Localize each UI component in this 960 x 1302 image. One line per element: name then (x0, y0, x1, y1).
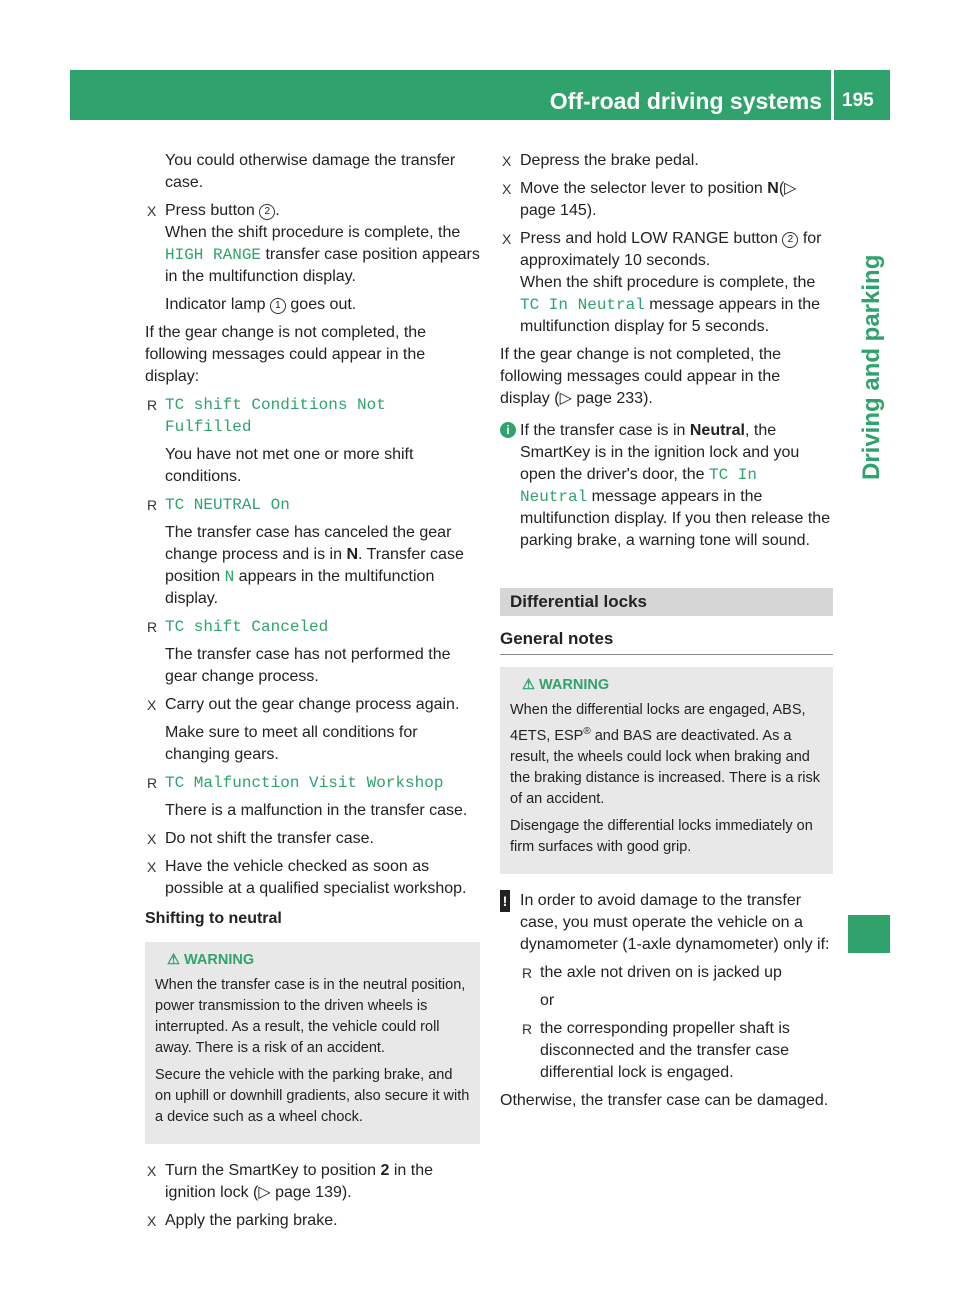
step-text: Make sure to meet all conditions for changing gears. (165, 724, 418, 763)
warning-text-part: When the differential locks are engaged, ABS, 4ETS, ESP (510, 702, 806, 744)
step-arrow-icon: X (502, 181, 512, 197)
button-2-icon: 2 (782, 232, 798, 248)
step-text: Indicator lamp (165, 296, 266, 313)
step-item (500, 178, 833, 222)
step-text: Do not shift the transfer case. (165, 830, 374, 847)
display-message: TC NEUTRAL On (165, 496, 290, 514)
step-arrow-icon: X (147, 859, 157, 875)
message-description: The transfer case has not performed the gear change process. (165, 646, 451, 685)
bullet-icon: R (147, 497, 158, 513)
step-text: When the shift procedure is complete, the (165, 224, 461, 241)
caution-note (500, 890, 833, 956)
display-message: TC shift Canceled (165, 618, 329, 636)
page-header (70, 70, 890, 120)
paragraph: If the gear change is not completed, the following messages could appear in the display (▷ page 233). (500, 346, 782, 407)
step-item (145, 828, 480, 850)
step-arrow-icon: X (147, 203, 157, 219)
display-message: TC In Neutral (520, 296, 645, 314)
display-message: TC Malfunction Visit Workshop (165, 774, 444, 792)
right-column (500, 150, 833, 1118)
side-tab (848, 120, 890, 1295)
caution-text: In order to avoid damage to the transfer case, you must operate the vehicle on a dynamometer (1-axle dynamometer) only if: (520, 891, 830, 953)
step-text: for approximately 10 seconds. (520, 230, 822, 269)
warning-text-part: and BAS are deactivated. As a result, the wheels could lock when braking and the braking distance is increased. There is a risk of an accident. (510, 727, 821, 807)
list-text: the axle not driven on is jacked up (540, 963, 782, 981)
step-item (145, 694, 480, 766)
selector-position: N (767, 180, 779, 197)
header-divider (831, 70, 834, 120)
header-title: Off-road driving systems (549, 88, 822, 114)
step-text: Turn the SmartKey to position (165, 1162, 377, 1179)
step-item (500, 150, 833, 172)
step-text: in the ignition lock (▷ page 139). (165, 1162, 434, 1201)
step-arrow-icon: X (147, 697, 157, 713)
bullet-icon: R (522, 1020, 533, 1037)
paragraph: Otherwise, the transfer case can be damaged. (500, 1091, 829, 1109)
step-item (145, 1210, 480, 1232)
step-text: goes out. (290, 296, 357, 313)
indicator-1-icon: 1 (270, 298, 286, 314)
display-message: HIGH RANGE (165, 246, 262, 264)
gear-neutral: Neutral (689, 422, 745, 439)
list-text: the corresponding propeller shaft is disconnected and the transfer case differential lock is engaged. (540, 1019, 790, 1081)
info-text: , the SmartKey is in the ignition lock and you open the driver's door, the (520, 422, 800, 483)
side-tab-marker (848, 915, 890, 953)
warning-box (145, 942, 480, 1144)
subsection-title: General notes (500, 628, 833, 655)
warning-text: Disengage the differential locks immediately on firm surfaces with good grip. (510, 817, 813, 855)
message-item (145, 772, 480, 822)
message-description: The transfer case has canceled the gear change process and is in (165, 524, 452, 563)
registered-mark: ® (583, 726, 591, 737)
left-column (145, 150, 480, 1238)
step-text: Apply the parking brake. (165, 1212, 338, 1229)
step-text: When the shift procedure is complete, the (520, 274, 816, 291)
paragraph: If the gear change is not completed, the following messages could appear in the display: (145, 324, 427, 385)
step-text: Press and hold LOW RANGE button (520, 230, 778, 247)
warning-text: When the transfer case is in the neutral position, power transmission to the driven wheels is interrupted. As a result, the vehicle could roll away. There is a risk of an accident. (155, 977, 466, 1056)
button-2-icon: 2 (259, 204, 275, 220)
paragraph: You could otherwise damage the transfer case. (165, 152, 456, 191)
step-arrow-icon: X (502, 153, 512, 169)
message-item (145, 394, 480, 488)
page-number: 195 (842, 90, 874, 111)
info-text: If the transfer case is in (520, 422, 686, 439)
message-description: appears in the multifunction display. (165, 568, 435, 607)
step-arrow-icon: X (147, 831, 157, 847)
warning-title (155, 950, 472, 971)
step-text: Depress the brake pedal. (520, 152, 699, 169)
warning-text (510, 700, 825, 810)
step-text: Have the vehicle checked as soon as possible at a qualified specialist workshop. (165, 858, 467, 897)
info-text: message appears in the multifunction display. If you then release the parking brake, a warning tone will sound. (520, 488, 831, 549)
list-text: or (540, 991, 555, 1009)
warning-title (510, 675, 825, 696)
step-item: X Press button 2 . When the shift procedure is complete, the HIGH RANGE transfer case position appears in the multifunction display. Indicator lamp 1 goes out. (147, 202, 480, 313)
message-description: You have not met one or more shift conditions. (165, 446, 414, 485)
step-arrow-icon: X (502, 231, 512, 247)
step-arrow-icon: X (147, 1163, 157, 1179)
display-message: N (224, 568, 235, 586)
display-message: TC shift Conditions Not Fulfilled (165, 396, 386, 436)
gear-n: N (346, 546, 359, 563)
message-description: There is a malfunction in the transfer case. (165, 802, 468, 819)
list-item (520, 1018, 833, 1084)
info-icon: i (500, 422, 516, 438)
info-note (500, 420, 833, 552)
warning-title-text: WARNING (184, 952, 255, 968)
bullet-icon: R (522, 964, 533, 981)
step-item (500, 228, 833, 338)
warning-triangle-icon: ⚠ (522, 677, 535, 693)
message-item (145, 616, 480, 688)
bullet-icon: R (147, 619, 158, 635)
step-text: message appears in the multifunction display for 5 seconds. (520, 296, 821, 335)
section-heading: Shifting to neutral (145, 910, 282, 927)
warning-box (500, 667, 833, 874)
side-tab-label: Driving and parking (858, 254, 885, 480)
step-text: Carry out the gear change process again. (165, 696, 460, 713)
list-item (520, 962, 833, 1012)
display-message: TC In Neutral (520, 466, 757, 506)
warning-text: Secure the vehicle with the parking brake, and on uphill or downhill gradients, also secure it with a device such as a wheel chock. (155, 1067, 470, 1125)
key-position: 2 (380, 1162, 390, 1179)
step-text: Move the selector lever to position (520, 180, 763, 197)
step-item (145, 856, 480, 900)
step-text: Press button (165, 202, 255, 219)
step-text: (▷ page 145). (520, 180, 797, 219)
warning-title-text: WARNING (539, 677, 610, 693)
warning-triangle-icon: ⚠ (167, 952, 180, 968)
step-arrow-icon: X (147, 1213, 157, 1229)
section-title: Differential locks (500, 588, 833, 616)
step-item (145, 1160, 480, 1204)
bullet-icon: R (147, 775, 158, 791)
exclamation-icon: ! (500, 890, 510, 912)
message-item (145, 494, 480, 610)
message-description: . Transfer case position (165, 546, 464, 585)
bullet-icon: R (147, 397, 158, 413)
step-text: transfer case position appears in the multifunction display. (165, 246, 480, 285)
